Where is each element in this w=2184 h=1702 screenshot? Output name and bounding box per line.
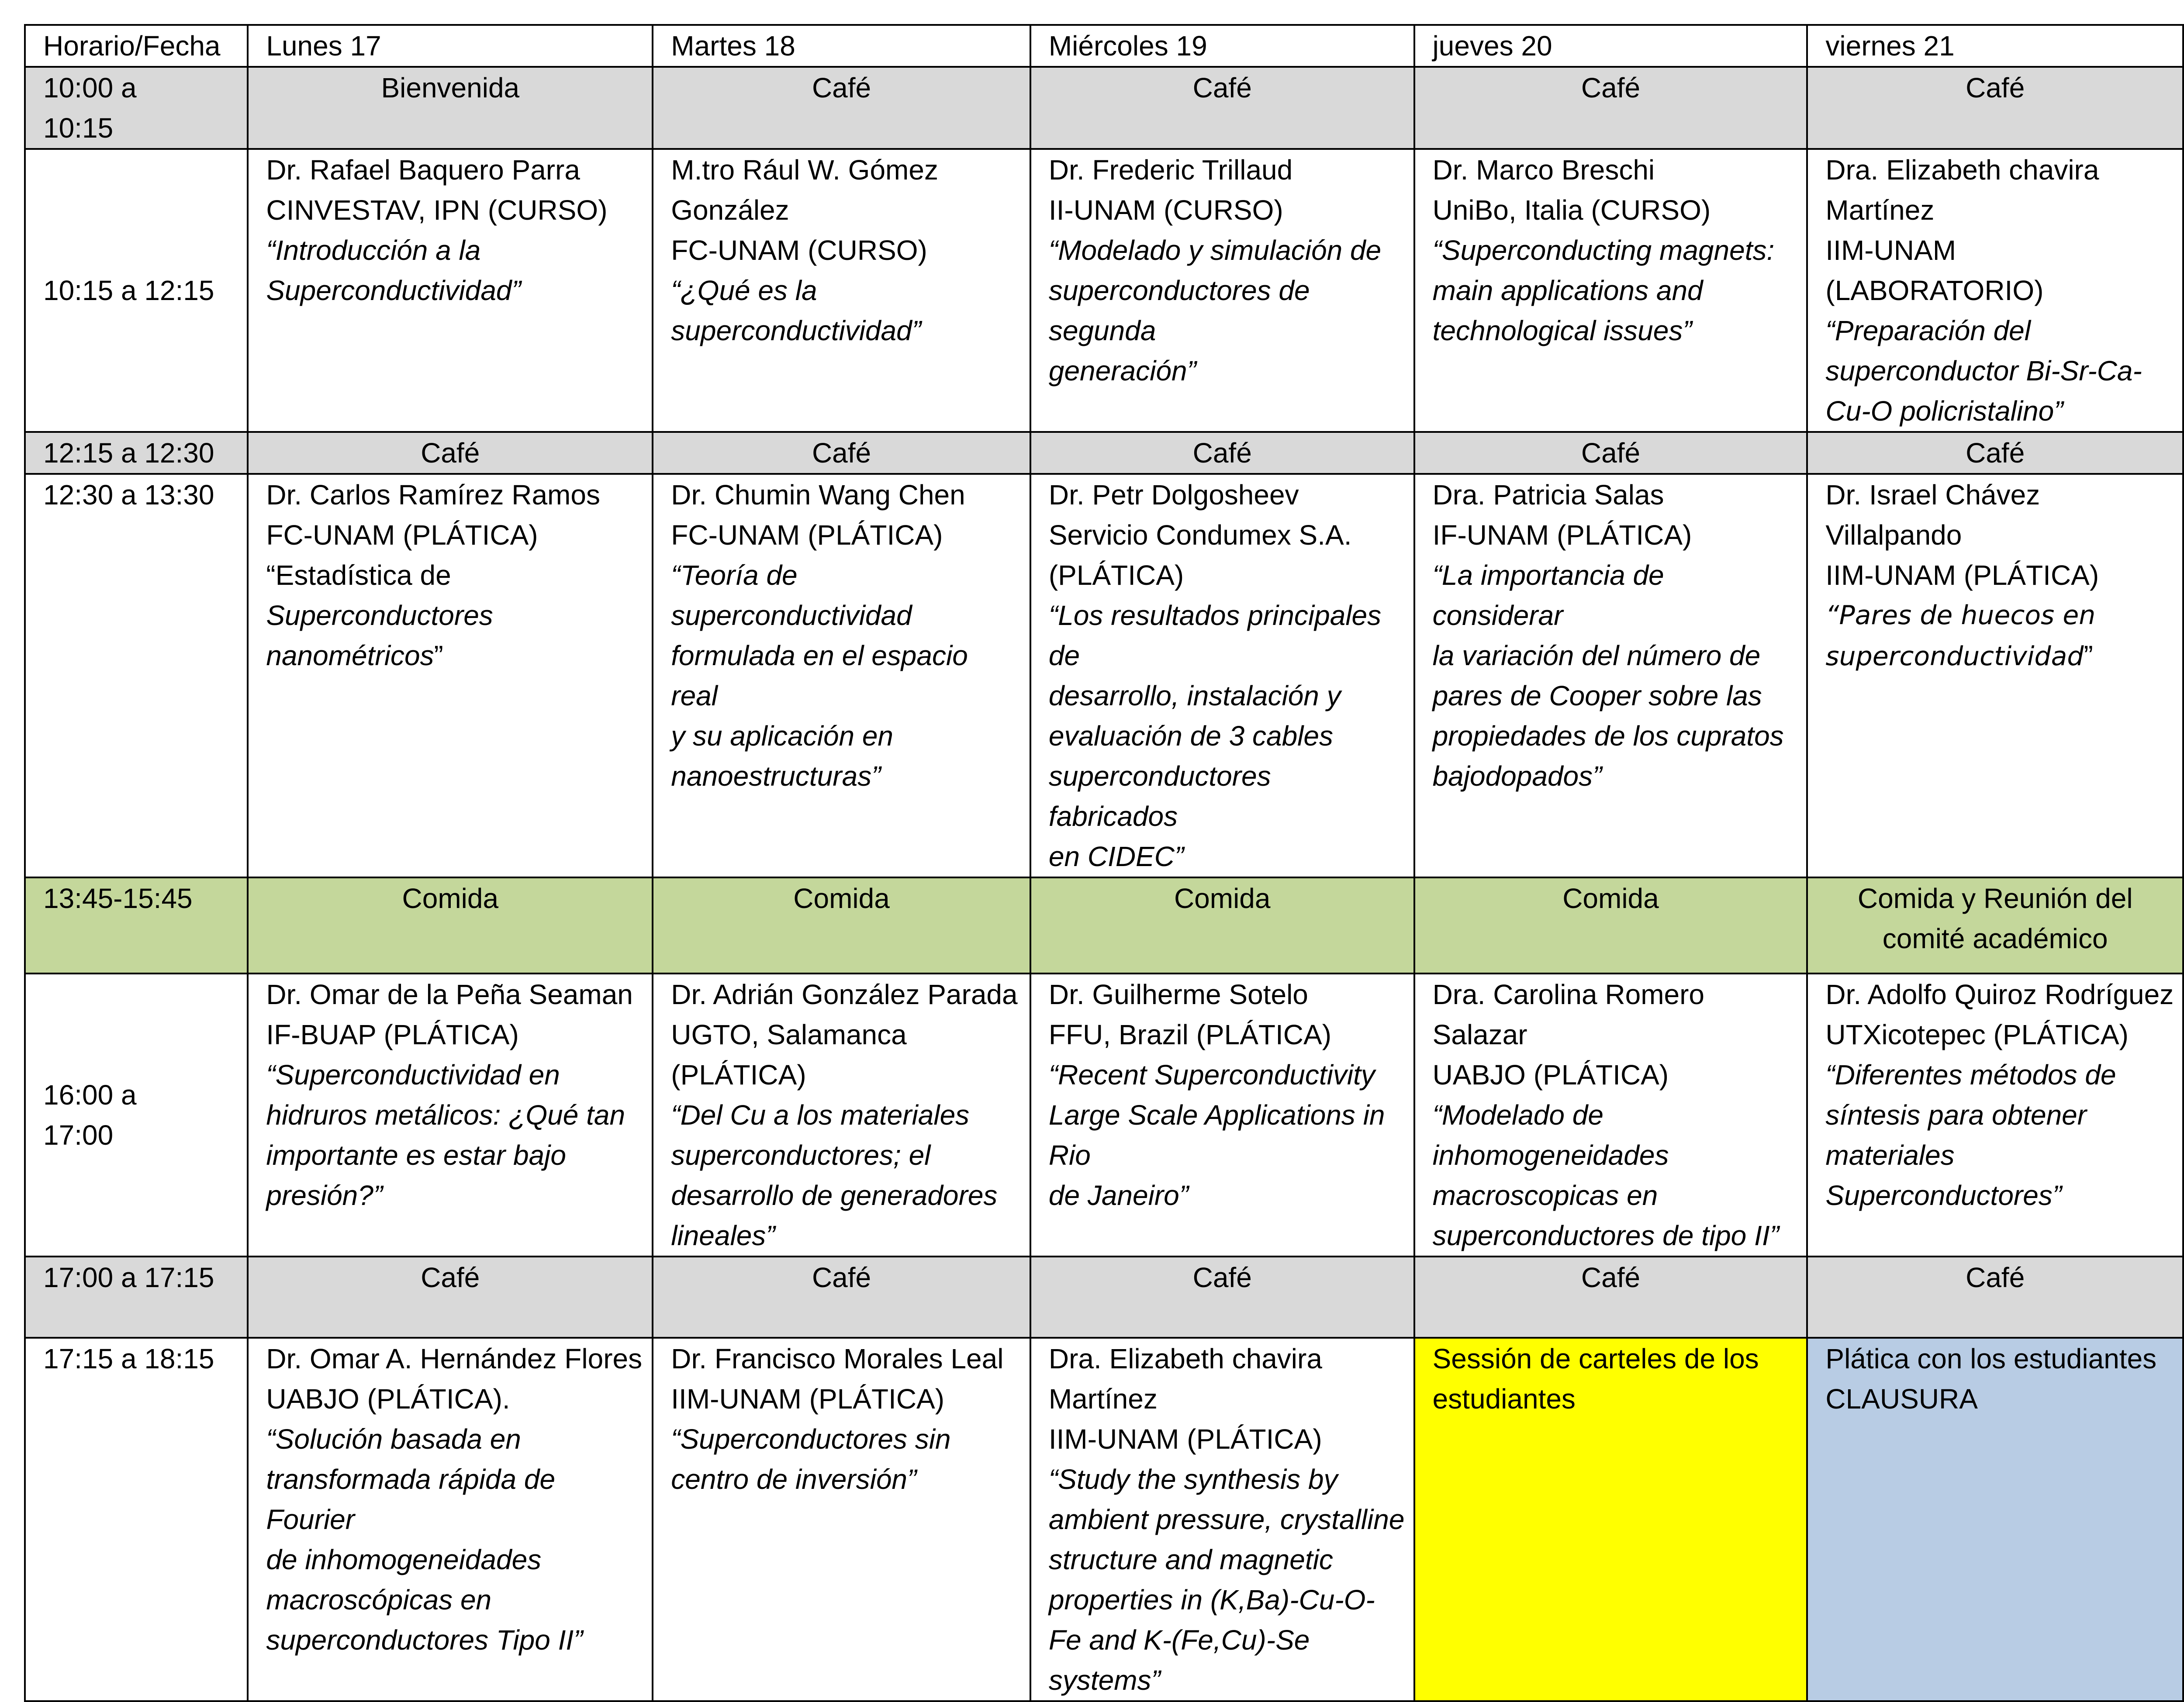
slot-row bbox=[25, 1338, 2183, 1701]
time-cell: 10:00 a 10:15 bbox=[25, 67, 248, 149]
break-cell: Café bbox=[1807, 1257, 2183, 1338]
session-cell: Dra. Elizabeth chavira Martínez IIM-UNAM (PLÁTICA) “Study the synthesis by ambient pressure, crystalline structure and magnetic properties in (K,Ba)-Cu-O- Fe and K-(Fe,Cu)-Se systems” bbox=[1030, 1338, 1414, 1701]
break-cell: Bienvenida bbox=[248, 67, 653, 149]
break-cell: Café bbox=[1414, 1257, 1807, 1338]
time-cell: 17:15 a 18:15 bbox=[25, 1338, 248, 1701]
session-cell: Dr. Marco Breschi UniBo, Italia (CURSO) “Superconducting magnets: main applications and technological issues” bbox=[1414, 149, 1807, 432]
break-cell: Café bbox=[653, 1257, 1030, 1338]
meal-cell: Comida bbox=[1030, 877, 1414, 974]
header-day: viernes 21 bbox=[1807, 25, 2183, 67]
schedule-table bbox=[24, 24, 2184, 1702]
break-cell: Café bbox=[1030, 1257, 1414, 1338]
slot-row bbox=[25, 149, 2183, 432]
session-cell: Dr. Omar de la Peña Seaman IF-BUAP (PLÁTICA) “Superconductividad en hidruros metálicos: ¿Qué tan importante es estar bajo presión?” bbox=[248, 974, 653, 1257]
break-cell: Café bbox=[1414, 432, 1807, 474]
header-day: jueves 20 bbox=[1414, 25, 1807, 67]
session-cell: Dra. Carolina Romero Salazar UABJO (PLÁTICA) “Modelado de inhomogeneidades macroscopicas en superconductores de tipo II” bbox=[1414, 974, 1807, 1257]
break-cell: Café bbox=[653, 67, 1030, 149]
poster-session-cell: Sessión de carteles de los estudiantes bbox=[1414, 1338, 1807, 1701]
time-cell: 13:45-15:45 bbox=[25, 877, 248, 974]
slot-row bbox=[25, 974, 2183, 1257]
session-cell: Dr. Adrián González Parada UGTO, Salamanca (PLÁTICA) “Del Cu a los materiales superconductores; el desarrollo de generadores lineales” bbox=[653, 974, 1030, 1257]
slot-row bbox=[25, 877, 2183, 974]
session-cell: Dr. Israel Chávez Villalpando IIM-UNAM (PLÁTICA) “Pares de huecos en superconductividad” bbox=[1807, 474, 2183, 877]
header-time: Horario/Fecha bbox=[25, 25, 248, 67]
session-cell: Dr. Omar A. Hernández Flores UABJO (PLÁTICA). “Solución basada en transformada rápida de Fourier de inhomogeneidades macroscópicas en superconductores Tipo II” bbox=[248, 1338, 653, 1701]
break-cell: Café bbox=[248, 432, 653, 474]
header-day: Miércoles 19 bbox=[1030, 25, 1414, 67]
slot-row bbox=[25, 432, 2183, 474]
session-cell: Dra. Patricia Salas IF-UNAM (PLÁTICA) “La importancia de considerar la variación del número de pares de Cooper sobre las propiedades de los cupratos bajodopados” bbox=[1414, 474, 1807, 877]
slot-row bbox=[25, 1257, 2183, 1338]
meal-cell: Comida y Reunión del comité académico bbox=[1807, 877, 2183, 974]
header-day: Martes 18 bbox=[653, 25, 1030, 67]
break-cell: Café bbox=[653, 432, 1030, 474]
session-cell: Dr. Petr Dolgosheev Servicio Condumex S.A. (PLÁTICA) “Los resultados principales de desarrollo, instalación y evaluación de 3 cables superconductores fabricados en CIDEC” bbox=[1030, 474, 1414, 877]
session-cell: Dr. Carlos Ramírez Ramos FC-UNAM (PLÁTICA) “Estadística de Superconductores nanométricos” bbox=[248, 474, 653, 877]
closing-cell: Plática con los estudiantes CLAUSURA bbox=[1807, 1338, 2183, 1701]
session-cell: Dr. Guilherme Sotelo FFU, Brazil (PLÁTICA) “Recent Superconductivity Large Scale Applications in Rio de Janeiro” bbox=[1030, 974, 1414, 1257]
slot-row bbox=[25, 474, 2183, 877]
meal-cell: Comida bbox=[1414, 877, 1807, 974]
break-cell: Café bbox=[1030, 67, 1414, 149]
session-cell: M.tro Rául W. Gómez González FC-UNAM (CURSO) “¿Qué es la superconductividad” bbox=[653, 149, 1030, 432]
session-cell: Dr. Frederic Trillaud II-UNAM (CURSO) “Modelado y simulación de superconductores de segunda generación” bbox=[1030, 149, 1414, 432]
break-cell: Café bbox=[1807, 67, 2183, 149]
slot-row bbox=[25, 67, 2183, 149]
time-cell: 16:00 a 17:00 bbox=[25, 974, 248, 1257]
time-cell: 17:00 a 17:15 bbox=[25, 1257, 248, 1338]
session-cell: Dr. Chumin Wang Chen FC-UNAM (PLÁTICA) “Teoría de superconductividad formulada en el espacio real y su aplicación en nanoestructuras” bbox=[653, 474, 1030, 877]
time-cell: 10:15 a 12:15 bbox=[25, 149, 248, 432]
time-cell: 12:15 a 12:30 bbox=[25, 432, 248, 474]
meal-cell: Comida bbox=[248, 877, 653, 974]
session-cell: Dra. Elizabeth chavira Martínez IIM-UNAM (LABORATORIO) “Preparación del superconductor Bi-Sr-Ca- Cu-O policristalino” bbox=[1807, 149, 2183, 432]
meal-cell: Comida bbox=[653, 877, 1030, 974]
header-day: Lunes 17 bbox=[248, 25, 653, 67]
session-cell: Dr. Adolfo Quiroz Rodríguez UTXicotepec (PLÁTICA) “Diferentes métodos de síntesis para obtener materiales Superconductores” bbox=[1807, 974, 2183, 1257]
break-cell: Café bbox=[1807, 432, 2183, 474]
header-row bbox=[25, 25, 2183, 67]
session-cell: Dr. Rafael Baquero Parra CINVESTAV, IPN (CURSO) “Introducción a la Superconductividad” bbox=[248, 149, 653, 432]
session-cell: Dr. Francisco Morales Leal IIM-UNAM (PLÁTICA) “Superconductores sin centro de inversión” bbox=[653, 1338, 1030, 1701]
break-cell: Café bbox=[1030, 432, 1414, 474]
break-cell: Café bbox=[1414, 67, 1807, 149]
break-cell: Café bbox=[248, 1257, 653, 1338]
time-cell: 12:30 a 13:30 bbox=[25, 474, 248, 877]
